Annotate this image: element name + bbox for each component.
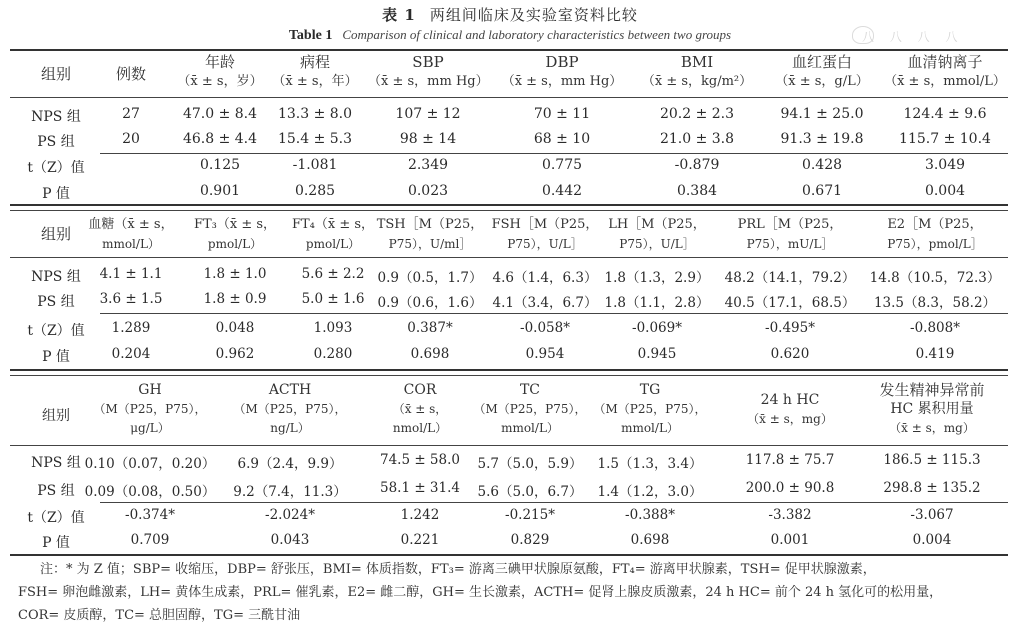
table3-header-line2: （M（P25，P75）， — [93, 402, 207, 416]
table3-cell: -2.024* — [265, 507, 315, 523]
table3-cell: 58.1 ± 31.4 — [379, 480, 460, 496]
table2-cell: 0.620 — [770, 346, 810, 362]
table2-cell: 4.1 ± 1.1 — [99, 266, 163, 282]
table2-top-rule-a — [10, 204, 1008, 206]
table3-row-label: PS 组 — [37, 483, 75, 499]
table1-cell: 0.384 — [676, 183, 718, 199]
table3-header-name: TG — [639, 382, 661, 398]
table3-cell: 0.001 — [770, 532, 810, 548]
table2-row-label: NPS 组 — [31, 269, 81, 285]
table3-cell: 1.4（1.2，3.0） — [597, 484, 703, 500]
table-caption-en: Comparison of clinical and laboratory characteristics between two groups — [342, 27, 732, 42]
table2-header-name: LH［M（P25， — [608, 217, 706, 232]
table2-header-name: FSH［M（P25， — [491, 217, 599, 232]
table2-cell: -0.069* — [632, 320, 682, 336]
table1-cell: 107 ± 12 — [395, 106, 461, 122]
table3-cell: -0.388* — [625, 507, 675, 523]
table2-cell: 0.9（0.6，1.6） — [377, 295, 483, 311]
table3-header-rule — [10, 445, 1008, 446]
table2-cell: 5.0 ± 1.6 — [301, 291, 365, 307]
table2-cell: 1.8（1.3，2.9） — [604, 270, 710, 286]
table2-header-unit: P75），mU/L］ — [746, 237, 834, 251]
table2-header-name: 组别 — [40, 225, 71, 243]
table2-header-unit: pmol/L） — [207, 237, 263, 251]
table1-cell: 15.4 ± 5.3 — [277, 131, 353, 147]
table1-cell: 68 ± 10 — [533, 131, 591, 147]
table2-stat-rule — [100, 313, 1008, 314]
table3-cell: 117.8 ± 75.7 — [745, 452, 835, 468]
table3-header-line2: （x̄ ± s，mg） — [747, 412, 833, 426]
table2-cell: 3.6 ± 1.5 — [99, 291, 163, 307]
table3-cell: 0.698 — [630, 532, 670, 548]
table1-cell: 0.125 — [199, 157, 241, 173]
table2-cell: 0.048 — [215, 320, 255, 336]
table-label-cn: 表 1 — [382, 6, 416, 24]
table1-cell: 27 — [122, 106, 140, 122]
table1-cell: 0.901 — [199, 183, 241, 199]
table1-cell: 0.285 — [294, 183, 336, 199]
table2-top-rule-b — [10, 210, 1008, 211]
table2-header-name: TSH［M（P25， — [376, 217, 484, 232]
table2-header-unit: P75），U/L］ — [619, 237, 695, 251]
table2-header-name: PRL［M（P25， — [737, 217, 843, 232]
table2-header-rule — [10, 257, 1008, 258]
table2-header-name: FT₄（x̄ ± s， — [291, 217, 375, 232]
table3-cell: 0.829 — [510, 532, 550, 548]
table3-cell: 0.10（0.07，0.20） — [84, 456, 216, 472]
table3-cell: 5.7（5.0，5.9） — [477, 456, 583, 472]
table3-cell: 0.09（0.08，0.50） — [84, 484, 216, 500]
table1-header-name: 病程 — [299, 53, 330, 71]
table3-cell: 0.709 — [130, 532, 170, 548]
table3-cell: -0.374* — [125, 507, 175, 523]
table1-cell: 91.3 ± 19.8 — [780, 131, 864, 147]
footnote-line-2: FSH= 卵泡雌激素，LH= 黄体生成素，PRL= 催乳素，E2= 雌二醇，GH= 生长激素，ACTH= 促肾上腺皮质激素，24 h HC= 前个 24 h 氢化可的松用量， — [18, 585, 943, 600]
table1-cell: 47.0 ± 8.4 — [182, 106, 258, 122]
table3-cell: 0.221 — [400, 532, 440, 548]
table2-cell: 1.8 ± 0.9 — [203, 291, 267, 307]
table2-header-name: E2［M（P25， — [887, 217, 983, 232]
table3-header-line2: （M（P25，P75）， — [473, 402, 587, 416]
table3-header-name: COR — [403, 382, 437, 398]
table1-cell: 115.7 ± 10.4 — [899, 131, 991, 147]
table-title-cn — [0, 4, 1020, 25]
table1-cell: 70 ± 11 — [533, 106, 591, 122]
table3-header-name: 发生精神异常前 — [879, 381, 985, 399]
table2-cell: -0.808* — [910, 320, 960, 336]
table3-header-name: 24 h HC — [760, 392, 820, 408]
table1-row-label: PS 组 — [37, 134, 75, 150]
table-footnote — [18, 558, 1008, 627]
table1-row-label: P 值 — [42, 186, 70, 202]
table2-cell: 4.6（1.4，6.3） — [492, 270, 598, 286]
table2-cell: 4.1（3.4，6.7） — [492, 295, 598, 311]
table1-header-unit: （x̄ ± s，岁） — [177, 74, 263, 89]
table3-cell: 200.0 ± 90.8 — [745, 480, 835, 496]
table2-header-name: 血糖（x̄ ± s， — [88, 217, 174, 232]
table3-header-name: 组别 — [42, 408, 70, 424]
table3-top-rule-a — [10, 369, 1008, 371]
table1-cell: 0.023 — [407, 183, 449, 199]
table2-row-label: t（Z）值 — [27, 323, 85, 339]
table2-cell: 0.945 — [637, 346, 677, 362]
table3-header-line3: nmol/L） — [392, 421, 448, 435]
table1-header-name: BMI — [680, 53, 714, 71]
table2-header-name: FT₃（x̄ ± s， — [193, 217, 277, 232]
footnote-line-1: 注：* 为 Z 值；SBP= 收缩压，DBP= 舒张压，BMI= 体质指数，FT₃= 游离三碘甲状腺原氨酸，FT₄= 游离甲状腺素，TSH= 促甲状腺激素， — [40, 562, 876, 577]
table2-cell: 48.2（14.1，79.2） — [724, 270, 856, 286]
table1-stat-rule — [100, 153, 1008, 154]
table1-cell: 124.4 ± 9.6 — [903, 106, 987, 122]
table1-header-unit: （x̄ ± s，g/L） — [775, 74, 869, 89]
table2-cell: 0.9（0.5，1.7） — [377, 270, 483, 286]
table2-row-label: P 值 — [42, 349, 70, 365]
table2-cell: 40.5（17.1，68.5） — [724, 295, 856, 311]
table2-header-unit: P75），U/L］ — [507, 237, 583, 251]
table3-header-line3: （x̄ ± s，mg） — [889, 421, 975, 435]
table3-cell: 0.004 — [912, 532, 952, 548]
table1-cell: 13.3 ± 8.0 — [277, 106, 353, 122]
table2-header-unit: P75），pmol/L］ — [887, 237, 983, 251]
table1-top-rule — [10, 49, 1008, 51]
table1-cell: 94.1 ± 25.0 — [780, 106, 864, 122]
table3-header-line3: mmol/L） — [621, 421, 679, 435]
table-caption-cn: 两组间临床及实验室资料比较 — [429, 6, 638, 24]
table3-header-line2: （x̄ ± s， — [392, 402, 448, 416]
table3-row-label: P 值 — [42, 535, 70, 551]
table3-header-line2: （M（P25，P75）， — [593, 402, 707, 416]
table2-cell: 1.8（1.1，2.8） — [604, 295, 710, 311]
table2-cell: 13.5（8.3，58.2） — [873, 295, 997, 311]
table-label-en: Table 1 — [288, 28, 333, 43]
table1-row-label: t（Z）值 — [27, 160, 85, 176]
table1-cell: 20 — [122, 131, 140, 147]
table3-header-name: TC — [519, 382, 541, 398]
table3-cell: 298.8 ± 135.2 — [883, 480, 981, 496]
table3-header-line3: ng/L） — [270, 421, 310, 435]
table1-cell: 20.2 ± 2.3 — [659, 106, 735, 122]
table3-stat-rule — [100, 502, 1008, 503]
table1-cell: 0.004 — [924, 183, 966, 199]
table2-cell: -0.058* — [520, 320, 570, 336]
table1-header-name: 血红蛋白 — [791, 53, 852, 71]
table3-header-line2: HC 累积用量 — [890, 401, 974, 417]
table1-cell: -0.879 — [674, 157, 720, 173]
table3-header-name: GH — [138, 382, 162, 398]
table3-cell: 186.5 ± 115.3 — [883, 452, 981, 468]
watermark: 八 八 八 八 — [862, 30, 964, 44]
table2-cell: 0.954 — [525, 346, 565, 362]
table1-header-unit: （x̄ ± s，kg/m²） — [641, 74, 753, 89]
table3-cell: -3.382 — [768, 507, 812, 523]
table1-row-label: NPS 组 — [31, 109, 81, 125]
table3-header-name: ACTH — [268, 382, 312, 398]
table2-header-unit: pmol/L） — [305, 237, 361, 251]
table3-cell: -3.067 — [910, 507, 954, 523]
table3-cell: 1.242 — [400, 507, 440, 523]
table2-cell: 1.093 — [313, 320, 353, 336]
table2-cell: -0.495* — [765, 320, 815, 336]
table2-cell: 1.8 ± 1.0 — [203, 266, 267, 282]
table2-header-unit: mmol/L） — [102, 237, 160, 251]
table1-header-name: DBP — [545, 53, 579, 71]
table3-cell: 1.5（1.3，3.4） — [597, 456, 703, 472]
table1-header-name: 年龄 — [204, 53, 235, 71]
table2-cell: 14.8（10.5，72.3） — [869, 270, 1001, 286]
table1-header-name: 血清钠离子 — [907, 53, 983, 71]
table-bottom-rule — [10, 554, 1008, 556]
table3-top-rule-b — [10, 375, 1008, 376]
table2-cell: 0.280 — [313, 346, 353, 362]
table3-cell: 6.9（2.4，9.9） — [237, 456, 343, 472]
table1-cell: 21.0 ± 3.8 — [659, 131, 735, 147]
table1-header-unit: （x̄ ± s，年） — [272, 74, 358, 89]
table1-cell: 46.8 ± 4.4 — [182, 131, 258, 147]
table3-cell: -0.215* — [505, 507, 555, 523]
table1-cell: 2.349 — [407, 157, 449, 173]
table3-header-line3: μg/L） — [130, 421, 170, 435]
table2-header-unit: P75），U/ml］ — [388, 237, 472, 251]
table1-cell: 3.049 — [924, 157, 966, 173]
table3-header-line3: mmol/L） — [501, 421, 559, 435]
table2-cell: 1.289 — [111, 320, 151, 336]
table2-cell: 0.387* — [407, 320, 453, 336]
table1-cell: 98 ± 14 — [399, 131, 457, 147]
table3-cell: 0.043 — [270, 532, 310, 548]
table1-cell: 0.775 — [541, 157, 583, 173]
table2-cell: 0.698 — [410, 346, 450, 362]
table2-cell: 0.962 — [215, 346, 255, 362]
table2-row-label: PS 组 — [37, 294, 75, 310]
table3-row-label: NPS 组 — [31, 455, 81, 471]
table1-cell: -1.081 — [292, 157, 338, 173]
table1-header-name: 组别 — [40, 65, 71, 83]
table2-cell: 0.204 — [111, 346, 151, 362]
table1-header-unit: （x̄ ± s，mm Hg） — [501, 74, 623, 89]
table1-header-name: SBP — [412, 53, 444, 71]
table1-header-unit: （x̄ ± s，mmol/L） — [884, 74, 1006, 89]
table1-cell: 0.442 — [541, 183, 583, 199]
table3-header-line2: （M（P25，P75）， — [233, 402, 347, 416]
table3-cell: 9.2（7.4，11.3） — [233, 484, 347, 500]
table1-header-name: 例数 — [115, 65, 146, 83]
table2-cell: 0.419 — [915, 346, 955, 362]
table1-header-unit: （x̄ ± s，mm Hg） — [368, 74, 489, 89]
table3-row-label: t（Z）值 — [27, 510, 85, 526]
table1-cell: 0.428 — [801, 157, 843, 173]
table1-header-rule — [10, 97, 1008, 98]
table2-cell: 5.6 ± 2.2 — [301, 266, 365, 282]
table3-cell: 5.6（5.0，6.7） — [477, 484, 583, 500]
table1-cell: 0.671 — [801, 183, 843, 199]
footnote-line-3: COR= 皮质醇，TC= 总胆固醇，TG= 三酰甘油 — [18, 608, 301, 623]
table3-cell: 74.5 ± 58.0 — [379, 452, 460, 468]
